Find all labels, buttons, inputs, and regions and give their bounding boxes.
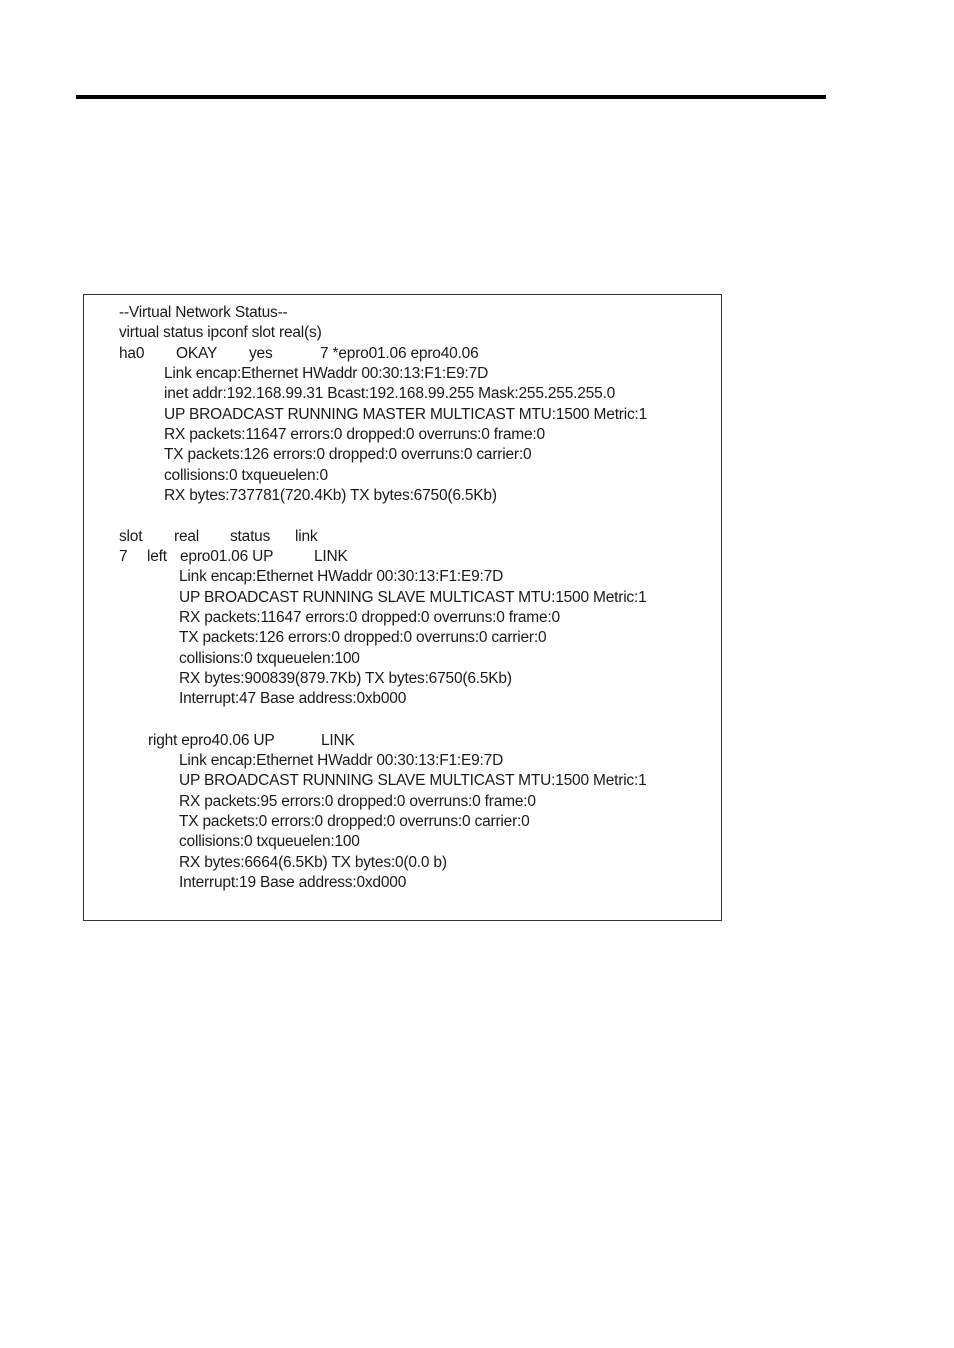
- left-detail-line: collisions:0 txqueuelen:100: [179, 650, 360, 667]
- slot-header-real: real: [174, 528, 200, 545]
- left-link: LINK: [314, 548, 348, 565]
- right-detail-line: Interrupt:19 Base address:0xd000: [179, 874, 407, 891]
- left-slot: 7: [119, 548, 128, 565]
- ha0-detail-line: Link encap:Ethernet HWaddr 00:30:13:F1:E9:7D: [164, 365, 489, 382]
- ha0-status: OKAY: [176, 345, 218, 362]
- right-detail-line: RX bytes:6664(6.5Kb) TX bytes:0(0.0 b): [179, 854, 447, 871]
- ha0-name: ha0: [119, 345, 145, 362]
- left-iface-status: epro01.06 UP: [180, 548, 274, 565]
- ha0-detail-line: RX bytes:737781(720.4Kb) TX bytes:6750(6.5Kb): [164, 487, 497, 504]
- right-detail-line: collisions:0 txqueuelen:100: [179, 833, 360, 850]
- right-detail-line: RX packets:95 errors:0 dropped:0 overruns:0 frame:0: [179, 793, 536, 810]
- ha0-detail-line: UP BROADCAST RUNNING MASTER MULTICAST MTU:1500 Metric:1: [164, 406, 648, 423]
- left-side: left: [147, 548, 167, 565]
- ha0-slot-reals: 7 *epro01.06 epro40.06: [320, 345, 479, 362]
- ha0-detail-line: TX packets:126 errors:0 dropped:0 overruns:0 carrier:0: [164, 446, 532, 463]
- left-detail-line: RX packets:11647 errors:0 dropped:0 overruns:0 frame:0: [179, 609, 560, 626]
- header-rule: [76, 95, 826, 99]
- ha0-ipconf: yes: [249, 345, 273, 362]
- ha0-detail-line: collisions:0 txqueuelen:0: [164, 467, 328, 484]
- right-detail-line: TX packets:0 errors:0 dropped:0 overruns:0 carrier:0: [179, 813, 530, 830]
- slot-header-status: status: [230, 528, 271, 545]
- columns-row: virtual status ipconf slot real(s): [119, 324, 322, 341]
- ha0-detail-line: inet addr:192.168.99.31 Bcast:192.168.99.255 Mask:255.255.255.0: [164, 385, 616, 402]
- right-detail-line: UP BROADCAST RUNNING SLAVE MULTICAST MTU:1500 Metric:1: [179, 772, 647, 789]
- left-detail-line: UP BROADCAST RUNNING SLAVE MULTICAST MTU:1500 Metric:1: [179, 589, 647, 606]
- right-iface: right epro40.06 UP: [148, 732, 275, 749]
- slot-header-slot: slot: [119, 528, 143, 545]
- slot-header-link: link: [295, 528, 318, 545]
- left-detail-line: TX packets:126 errors:0 dropped:0 overruns:0 carrier:0: [179, 629, 547, 646]
- ha0-detail-line: RX packets:11647 errors:0 dropped:0 overruns:0 frame:0: [164, 426, 545, 443]
- left-detail-line: Interrupt:47 Base address:0xb000: [179, 690, 407, 707]
- left-detail-line: Link encap:Ethernet HWaddr 00:30:13:F1:E9:7D: [179, 568, 504, 585]
- right-link: LINK: [321, 732, 355, 749]
- status-header: --Virtual Network Status--: [119, 304, 288, 321]
- left-detail-line: RX bytes:900839(879.7Kb) TX bytes:6750(6.5Kb): [179, 670, 512, 687]
- right-detail-line: Link encap:Ethernet HWaddr 00:30:13:F1:E9:7D: [179, 752, 504, 769]
